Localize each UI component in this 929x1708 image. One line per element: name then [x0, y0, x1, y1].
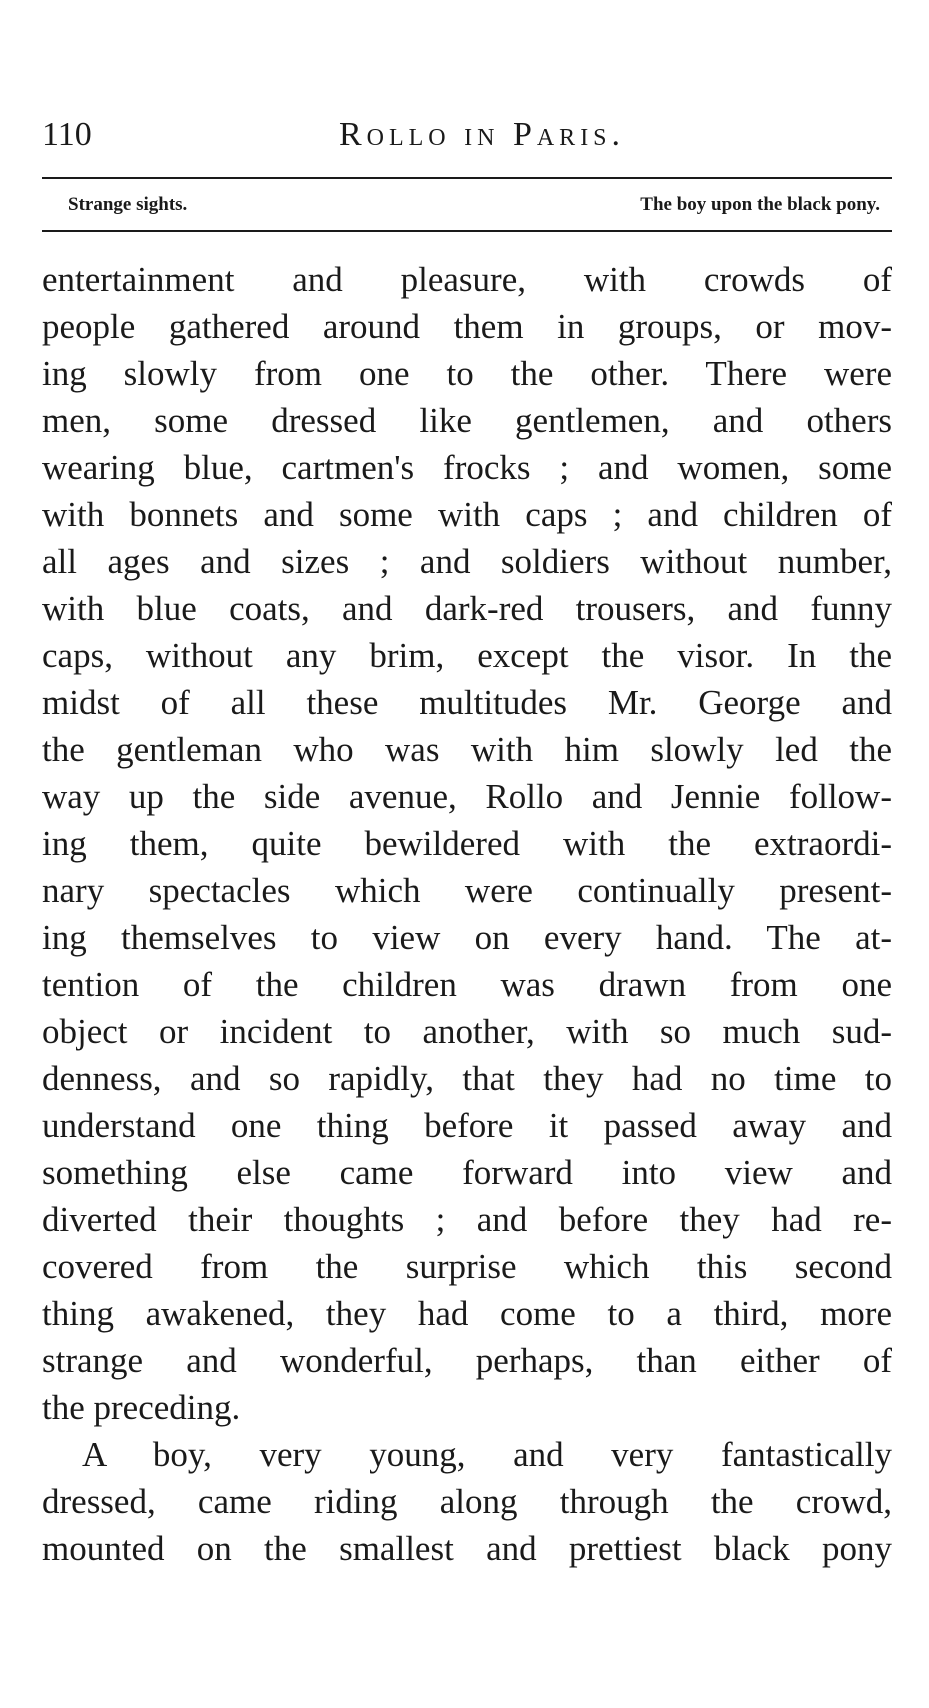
text-line: wearing blue, cartmen's frocks ; and women, some [42, 448, 892, 487]
text-line: strange and wonderful, perhaps, than either of [42, 1341, 892, 1380]
text-line: ing slowly from one to the other. There were [42, 354, 892, 393]
text-line: A boy, very young, and very fantastically [82, 1435, 892, 1474]
book-title: Rollo in Paris. [338, 116, 626, 153]
text-line: ing them, quite bewildered with the extraordi- [42, 824, 892, 863]
paragraph [42, 1431, 892, 1572]
text-line: understand one thing before it passed away and [42, 1106, 892, 1145]
sidenote-bar [68, 190, 880, 220]
text-line: the preceding. [42, 1388, 241, 1427]
text-line: entertainment and pleasure, with crowds of [42, 260, 892, 299]
text-line: caps, without any brim, except the visor. In the [42, 636, 892, 675]
text-line: men, some dressed like gentlemen, and others [42, 401, 892, 440]
page-number: 110 [42, 116, 92, 153]
text-line: tention of the children was drawn from one [42, 965, 892, 1004]
text-line: with blue coats, and dark-red trousers, and funny [42, 589, 892, 628]
text-line: denness, and so rapidly, that they had no time to [42, 1059, 892, 1098]
text-line: people gathered around them in groups, or mov- [42, 307, 892, 346]
header-rule-bottom [42, 230, 892, 232]
text-line: way up the side avenue, Rollo and Jennie follow- [42, 777, 892, 816]
text-line: mounted on the smallest and prettiest black pony [42, 1529, 892, 1568]
header-rule-top [42, 177, 892, 179]
running-head [42, 112, 892, 158]
text-line: ing themselves to view on every hand. The at- [42, 918, 892, 957]
text-line: something else came forward into view and [42, 1153, 892, 1192]
text-line: nary spectacles which were continually present- [42, 871, 892, 910]
text-line: the gentleman who was with him slowly led the [42, 730, 892, 769]
text-line: dressed, came riding along through the crowd, [42, 1482, 892, 1521]
text-line: covered from the surprise which this second [42, 1247, 892, 1286]
text-line: diverted their thoughts ; and before they had re- [42, 1200, 892, 1239]
text-line: with bonnets and some with caps ; and children of [42, 495, 892, 534]
text-line: thing awakened, they had come to a third, more [42, 1294, 892, 1333]
sidenote-right: The boy upon the black pony. [640, 194, 880, 215]
body-text [42, 256, 892, 1572]
sidenote-left: Strange sights. [68, 194, 188, 215]
text-line: all ages and sizes ; and soldiers without number, [42, 542, 892, 581]
text-line: object or incident to another, with so much sud- [42, 1012, 892, 1051]
paragraph [42, 256, 892, 1431]
text-line: midst of all these multitudes Mr. George and [42, 683, 892, 722]
